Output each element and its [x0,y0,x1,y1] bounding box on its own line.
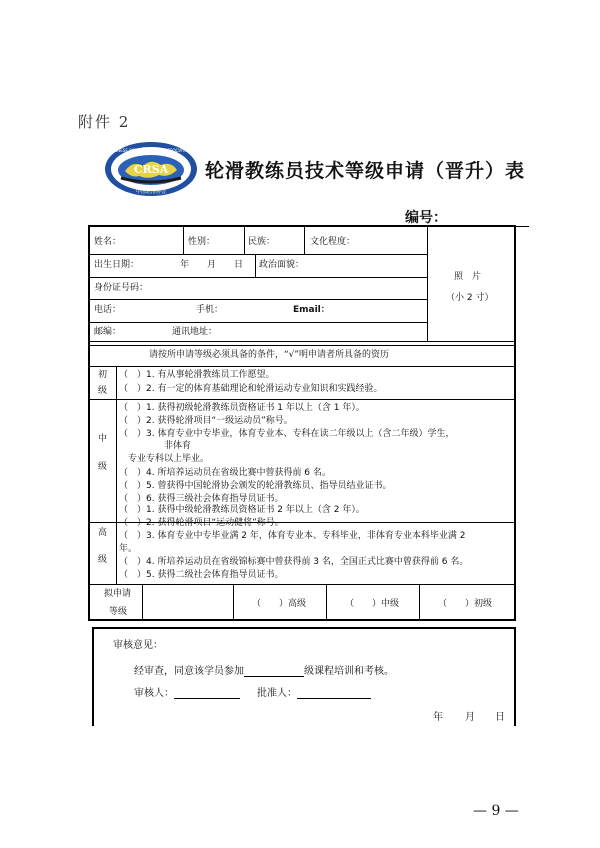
level-intermediate-item[interactable]: （ ）5. 曾获得中国轮滑协会颁发的轮滑教练员、指导员结业证书。 [119,481,392,491]
review-line-after: 级课程培训和考核。 [304,666,394,677]
level-senior-item[interactable]: （ ）3. 体育专业中专毕业满 2 年，体育专业本、专科毕业，非体育专业本科毕业满 2 [119,531,466,541]
level-intermediate-char-1: 中 [98,434,108,444]
page-title: 轮滑教练员技术等级申请（晋升）表 [205,160,526,182]
level-primary-char-2: 级 [98,386,108,396]
id-number-label: 身份证号码： [94,283,149,293]
photo-label: 照 片 [454,272,482,282]
email-label: Email： [293,305,330,315]
review-section [92,627,516,726]
political-status-label: 政治面貌： [259,260,305,270]
level-senior-char-2: 级 [98,555,108,565]
apply-level-label-2: 等级 [109,607,128,617]
apply-senior-option[interactable]: （ ）高级 [252,599,307,609]
instruction-text: 请按所申请等级必须具备的条件，“√”明申请者所具备的资历 [149,350,390,360]
gender-label: 性别： [188,237,216,247]
logo-text-top: CHINESE ROLLER SKATING ASSOCIATION [110,148,192,153]
review-level-field[interactable] [244,666,304,677]
approver-row [257,688,371,699]
apply-level-label-1: 拟申请 [104,589,132,599]
birth-day-label: 日 [234,260,244,270]
application-form [88,225,516,621]
level-intermediate-item[interactable]: （ ）4. 所培养运动员在省级比赛中曾获得前 6 名。 [119,468,331,478]
association-logo [103,140,199,198]
birth-date-label: 出生日期： [94,260,140,270]
reviewer-label: 审核人： [134,688,174,699]
level-senior-item[interactable]: （ ）4. 所培养运动员在省级锦标赛中曾获得前 3 名，全国正式比赛中曾获得前 6 名。 [119,557,469,567]
level-intermediate-item[interactable]: （ ）6. 获得三级社会体育指导员证书。 [119,494,284,504]
review-month-label: 月 [465,712,475,723]
review-line-before: 经审查，同意该学员参加 [134,666,244,677]
level-intermediate-item[interactable]: （ ）3. 体育专业中专毕业，体育专业本、专科在读二年级以上（含二年级）学生， [119,429,455,439]
level-intermediate-item: 专业专科以上毕业。 [119,454,210,464]
mobile-label: 手机： [196,305,224,315]
attachment-label: 附件 2 [78,113,131,131]
photo-size-label: （小 2 寸） [446,293,494,303]
address-label: 通讯地址： [172,327,218,337]
logo-text-bottom: 中国轮滑协会 [135,189,167,195]
name-label: 姓名： [94,237,122,247]
birth-year-label: 年 [180,260,190,270]
review-year-label: 年 [433,712,443,723]
level-senior-item[interactable]: （ ）5. 获得二级社会体育指导员证书。 [119,570,284,580]
level-primary-char-1: 初 [98,370,108,380]
logo-text-center: CRSA [133,163,169,176]
apply-intermediate-option[interactable]: （ ）中级 [345,599,400,609]
level-senior-item: 年。 [119,544,138,554]
level-intermediate-item[interactable]: （ ）2. 获得轮滑项目“一级运动员”称号。 [119,416,293,426]
education-label: 文化程度： [310,237,356,247]
reviewer-row [134,688,240,699]
apply-primary-option[interactable]: （ ）初级 [438,599,493,609]
birth-month-label: 月 [207,260,217,270]
level-intermediate-item[interactable]: （ ）1. 获得初级轮滑教练员资格证书 1 年以上（含 1 年）。 [119,403,365,413]
level-primary-item[interactable]: （ ）1. 有从事轮滑教练员工作愿望。 [119,370,275,380]
postcode-label: 邮编： [94,327,122,337]
page-number: — 9 — [473,803,519,819]
approver-field[interactable] [297,688,371,699]
review-day-label: 日 [495,712,505,723]
reviewer-field[interactable] [174,688,240,699]
review-title: 审核意见： [113,640,163,651]
ethnicity-label: 民族： [248,237,276,247]
serial-number [405,207,529,227]
serial-label: 编号： [405,210,447,226]
level-senior-char-1: 高 [98,528,108,538]
level-intermediate-char-2: 级 [98,462,108,472]
approver-label: 批准人： [257,688,297,699]
level-primary-item[interactable]: （ ）2. 有一定的体育基础理论和轮滑运动专业知识和实践经验。 [119,384,383,394]
level-senior-item[interactable]: （ ）2. 获得轮滑项目“运动健将”称号。 [119,518,284,528]
level-senior-item[interactable]: （ ）1. 获得中级轮滑教练员资格证书 2 年以上（含 2 年）。 [119,505,365,515]
level-intermediate-item: 非体育 [119,441,192,451]
phone-label: 电话： [94,305,122,315]
review-approval-line [134,666,394,677]
